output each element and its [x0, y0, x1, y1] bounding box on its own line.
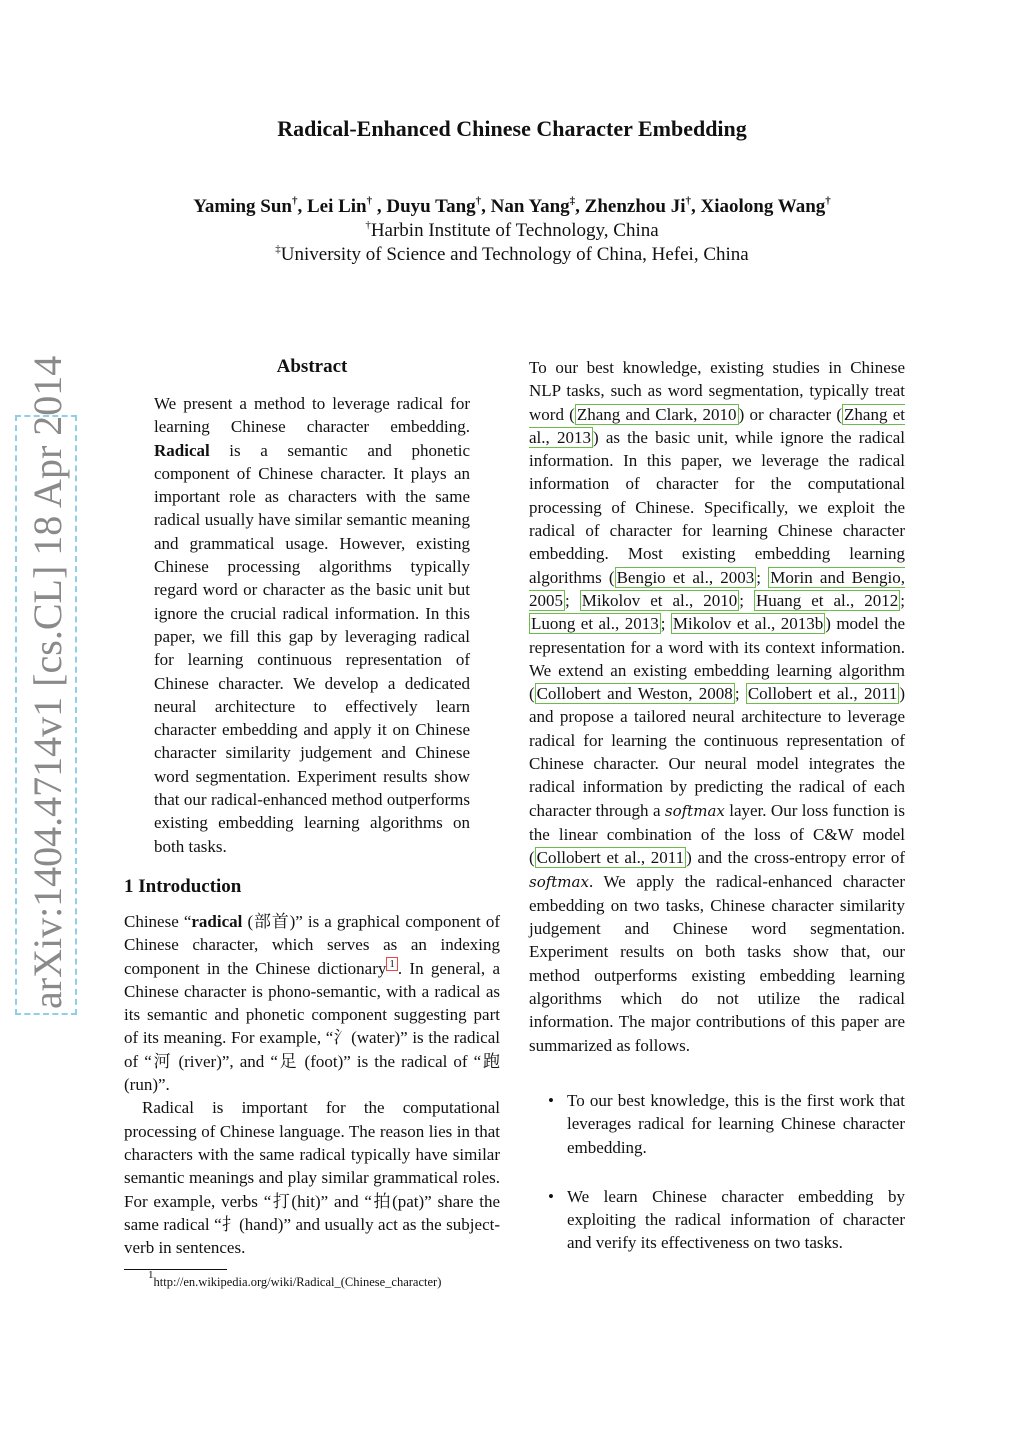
citation-link[interactable]: Huang et al., 2012: [755, 590, 899, 610]
footnote-link[interactable]: 1: [386, 957, 398, 971]
citation-link[interactable]: Mikolov et al., 2010: [581, 590, 738, 610]
list-item-text: We learn Chinese character embedding by exploiting the radical information of character and verify its effectiveness on two tasks.: [567, 1186, 905, 1253]
affiliation: [0, 220, 1024, 242]
author-separator: ,: [372, 196, 387, 217]
intro-text: . In general, a Chinese character is phono-semantic, with a radical as its semantic and phonetic component suggesting part of its meaning. For example, “氵(water)” is the radical of “河 (river)”, and “足 (foot)” is the radical of “跑 (run)”.: [124, 958, 500, 1095]
author-mark: ‡: [569, 195, 576, 207]
citation-link[interactable]: Zhang and Clark, 2010: [576, 404, 737, 424]
affiliation-mark: ‡: [275, 243, 281, 255]
intro-paragraph-1: [124, 910, 500, 1096]
intro-bold-term: radical: [191, 911, 243, 931]
contributions-list: [529, 1089, 905, 1255]
author-mark: †: [825, 195, 831, 207]
math-softmax: softmax: [664, 801, 725, 820]
author-separator: ,: [691, 196, 701, 217]
affiliation-text: University of Science and Technology of China, Hefei, China: [280, 244, 749, 265]
body-text: ) model the representation for a word with its context information. We extend an existing embedding learning algorithm (: [529, 614, 906, 704]
right-column: [529, 356, 905, 1281]
citation-separator: ;: [739, 590, 754, 610]
footnote-rule: [124, 1269, 227, 1270]
math-softmax: softmax: [529, 872, 589, 891]
list-item-text: To our best knowledge, this is the first work that leverages radical for learning Chinese character embedding.: [567, 1090, 905, 1157]
bullet-icon: •: [548, 1186, 554, 1206]
abstract-text: is a semantic and phonetic component of Chinese character. It plays an important role as characters with the same radical usually have similar semantic meaning and grammatical usage. However, existing Chinese processing algorithms typically regard word or character as the basic unit but ignore the crucial radical information. In this paper, we fill this gap by leveraging radical for learning continuous representation of Chinese character. We develop a dedicated neural architecture to effectively learn character embedding and apply it on Chinese character similarity judgement and Chinese word segmentation. Experiment results show that our radical-enhanced method outperforms existing embedding learning algorithms on both tasks.: [154, 440, 470, 856]
abstract-heading: Abstract: [276, 356, 348, 377]
footnote: [148, 1269, 500, 1290]
abstract-bold-term: Radical: [154, 440, 210, 460]
body-text: ) as the basic unit, while ignore the radical information. In this paper, we leverage the radical information of character for the computational processing of Chinese. Specifically, we exploit the radical of character for learning Chinese character embedding. Most existing embedding learning algorithms (: [529, 427, 905, 587]
citation-link[interactable]: Bengio et al., 2003: [616, 567, 755, 587]
footnote-mark: 1: [148, 1269, 154, 1282]
author-name: Zhenzhou Ji: [584, 196, 686, 217]
left-column: [124, 356, 500, 1290]
author-name: Duyu Tang: [386, 196, 476, 217]
citation-separator: ;: [756, 567, 769, 587]
citation-link[interactable]: Luong et al., 2013: [531, 614, 659, 634]
intro-paragraph-3: [529, 356, 905, 1057]
author-mark: †: [685, 195, 691, 207]
author-name: Xiaolong Wang: [700, 196, 826, 217]
body-text: layer. Our loss function is the linear combination of the loss of C&W model (: [529, 800, 906, 868]
author-separator: ,: [575, 196, 585, 217]
body-text: ) and propose a tailored neural architecture to leverage radical for learning the continuous representation of Chinese character. Our neural model integrates the radical information by predicting the radical of each character through a: [529, 684, 905, 820]
citation-link[interactable]: Mikolov et al., 2013b: [672, 614, 824, 634]
abstract-text: We present a method to leverage radical for learning Chinese character embedding.: [154, 394, 470, 437]
paper-title: Radical-Enhanced Chinese Character Embedding: [277, 116, 747, 141]
author-separator: ,: [481, 196, 491, 217]
citation-link[interactable]: Collobert et al., 2011: [747, 684, 898, 704]
citation-separator: ;: [565, 590, 580, 610]
citation-link[interactable]: Collobert et al., 2011: [536, 848, 685, 868]
bullet-icon: •: [548, 1090, 554, 1110]
abstract-body: [154, 392, 470, 858]
intro-text: Chinese “: [124, 911, 192, 931]
body-text: To our best knowledge, existing studies in Chinese NLP tasks, such as word segmentation, typically treat word (: [529, 358, 905, 424]
intro-paragraph-2: Radical is important for the computational processing of Chinese language. The reason lies in that characters with the same radical typically have similar semantic meanings and play similar grammatical roles. For example, verbs “打(hit)” and “拍(pat)” share the same radical “扌(hand)” and usually act as the subject-verb in sentences.: [124, 1098, 500, 1258]
body-text: ) and the cross-entropy error of: [686, 848, 905, 868]
author-name: Yaming Sun: [193, 196, 292, 217]
affiliation-text: Harbin Institute of Technology, China: [370, 220, 659, 241]
author-mark: †: [366, 195, 373, 207]
citation-link[interactable]: Morin and Bengio, 2005: [529, 567, 905, 610]
author-list: [0, 196, 1024, 218]
citation-separator: ;: [734, 684, 746, 704]
body-text: . We apply the radical-enhanced character embedding on two tasks, Chinese character similarity judgement and Chinese word segmentation. Experiment results on both tasks show that, our method outperforms existing embedding learning algorithms which do not utilize the radical information. The major contributions of this paper are summarized as follows.: [529, 871, 905, 1055]
author-mark: †: [291, 195, 298, 207]
citation-separator: ;: [660, 614, 671, 634]
author-mark: †: [475, 195, 482, 207]
footnote-url: http://en.wikipedia.org/wiki/Radical_(Chinese_character): [153, 1275, 442, 1290]
list-item: [529, 1185, 905, 1255]
affiliation-mark: †: [365, 219, 371, 231]
list-item: [529, 1089, 905, 1159]
author-name: Lei Lin: [306, 196, 367, 217]
section-heading-introduction: 1 Introduction: [124, 875, 242, 897]
intro-text: (部首)” is a graphical component of Chinese character, which serves as an indexing component in the Chinese dictionary: [124, 911, 500, 978]
author-name: Nan Yang: [490, 196, 570, 217]
citation-link[interactable]: Zhang et al., 2013: [529, 404, 905, 447]
author-separator: ,: [297, 196, 307, 217]
citation-link[interactable]: Collobert and Weston, 2008: [536, 684, 733, 704]
affiliation: [0, 244, 1024, 266]
arxiv-stamp: arXiv:1404.4714v1 [cs.CL] 18 Apr 2014: [15, 415, 77, 1015]
body-text: ) or character (: [738, 404, 843, 424]
citation-separator: ;: [900, 590, 905, 610]
